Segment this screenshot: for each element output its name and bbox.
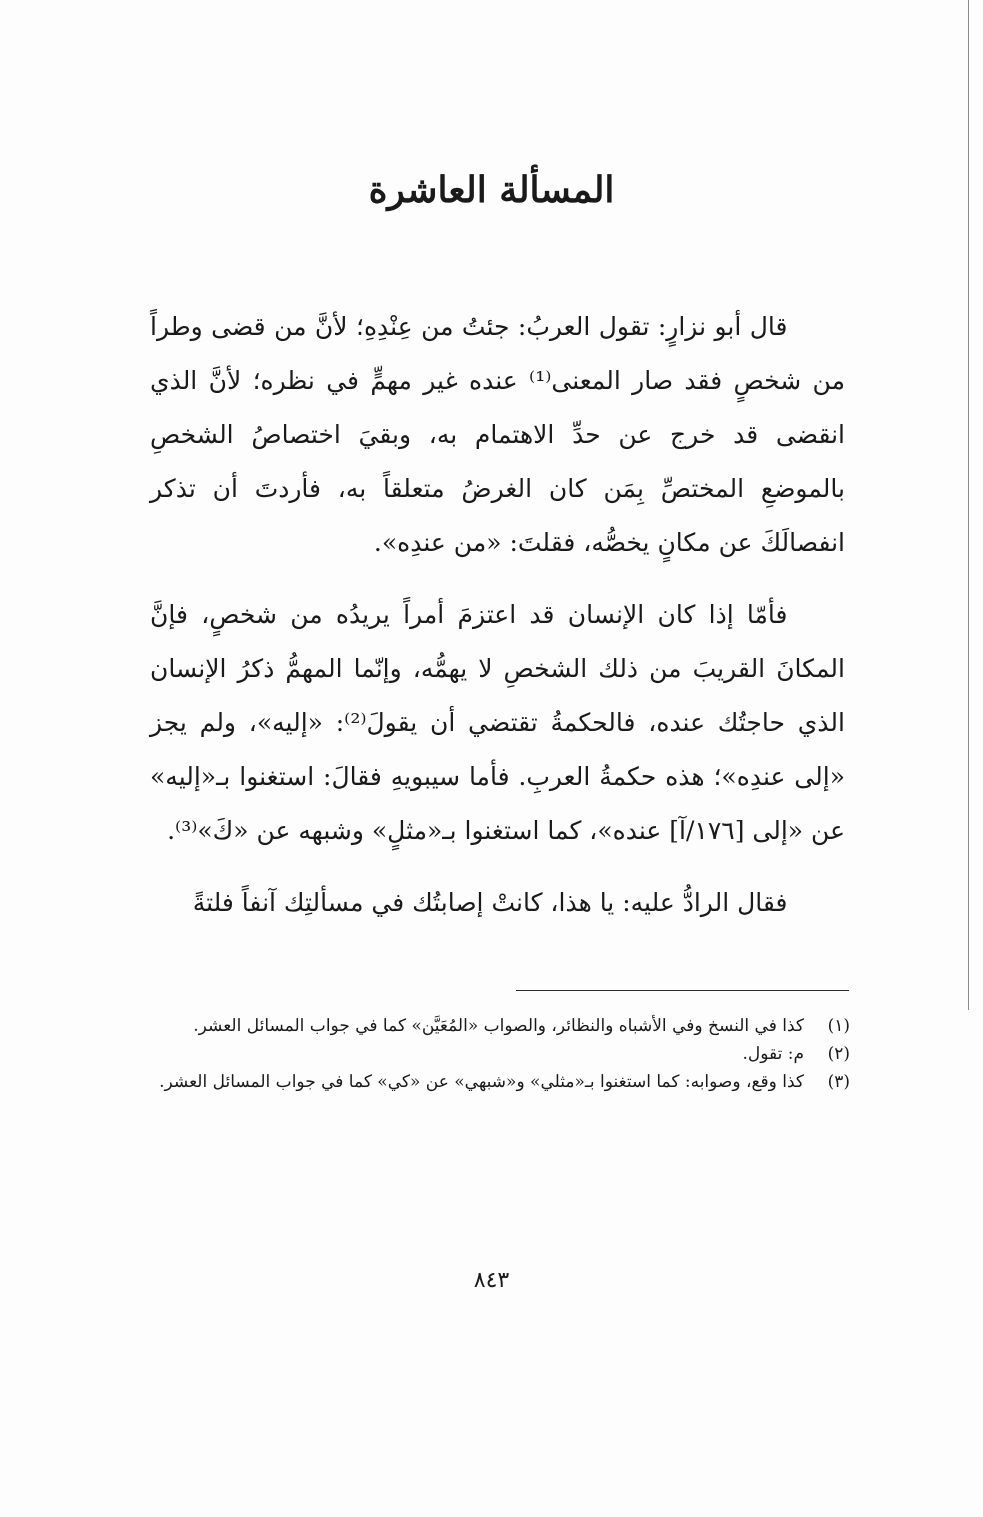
footnote-text: م: تقول.: [742, 1044, 804, 1064]
footnote-3: [150, 1068, 850, 1096]
paragraph-1: قال أبو نزارٍ: تقول العربُ: جئتُ من عِنْدِهِ؛ لأنَّ من قضى وطراً من شخصٍ فقد صار المعنى⁽¹⁾ عنده غير مهمٍّ في نظره؛ لأنَّ الذي انقضى قد خرج عن حدِّ الاهتمام به، وبقيَ اختصاصُ الشخصِ بالموضعِ المختصِّ بِمَن كان الغرضُ متعلقاً به، فأردتَ أن تذكر انفصالَكَ عن مكانٍ يخصُّه، فقلتَ: «من عندِه».: [150, 312, 845, 557]
page-edge-line: [968, 0, 969, 1010]
body-text: [150, 300, 845, 948]
footnote-text: كذا في النسخ وفي الأشباه والنظائر، والصواب «المُعَيَّن» كما في جواب المسائل العشر.: [193, 1016, 804, 1036]
chapter-title: المسألة العاشرة: [368, 169, 615, 211]
footnote-number: (١): [827, 1016, 850, 1036]
footnote-number: (٢): [827, 1044, 850, 1064]
footnote-separator: [516, 990, 849, 991]
page-number: ٨٤٣: [473, 1268, 510, 1293]
paragraph-2: فأمّا إذا كان الإنسان قد اعتزمَ أمراً يريدُه من شخصٍ، فإنَّ المكانَ القريبَ من ذلك الشخصِ لا يهمُّه، وإنّما المهمُّ ذكرُ الإنسان الذي حاجتُك عنده، فالحكمةُ تقتضي أن يقولَ⁽²⁾: «إليه»، ولم يجز «إلى عندِه»؛ هذه حكمةُ العربِ. فأما سيبويهِ فقالَ: استغنوا بـ«إليه» عن «إلى [١٧٦/آ] عنده»، كما استغنوا بـ«مثلٍ» وشبهه عن «كَ»⁽³⁾.: [150, 600, 845, 845]
footnote-1: [150, 1012, 850, 1040]
footnote-text: كذا وقع، وصوابه: كما استغنوا بـ«مثلي» و«شبهي» عن «كي» كما في جواب المسائل العشر.: [159, 1072, 804, 1092]
footnote-2: [150, 1040, 850, 1068]
footnote-number: (٣): [827, 1072, 850, 1092]
footnotes: [150, 1012, 850, 1096]
paragraph-3: فقال الرادُّ عليه: يا هذا، كانتْ إصابتُك في مسألتِك آنفاً فلتةً: [192, 888, 788, 917]
